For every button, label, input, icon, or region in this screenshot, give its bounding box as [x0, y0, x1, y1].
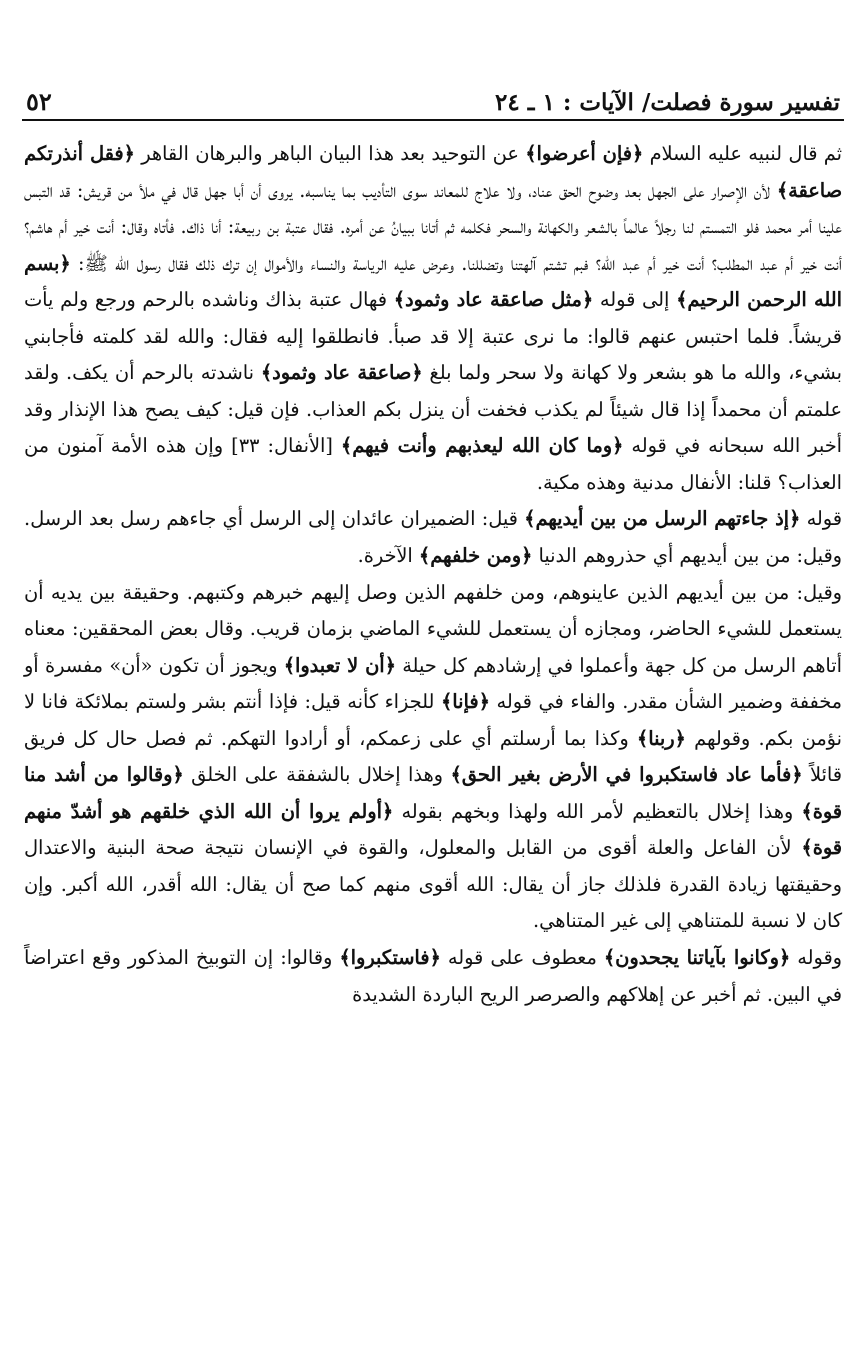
quran-quote: ﴿فأما عاد فاستكبروا في الأرض بغير الحق﴾ — [450, 763, 803, 787]
quran-quote: ﴿أن لا تعبدوا﴾ — [283, 653, 396, 677]
text-run: وقيل: من بين أيديهم الذين عاينوهم، ومن خلفهم الذين وصل إليهم خبرهم وكتبهم. وحقيقة بين يديه أن يستعمل للشيء الحاضر، ومجازه أن يستعمل للشيء الماضي بزمان قريب. وقال بعض المحققين: معناه أتاهم الرسل من كل جهة وأعملوا في إرشادهم كل حيلة — [24, 580, 843, 677]
paragraph — [24, 575, 842, 940]
quran-quote: ﴿أولم يروا أن الله الذي خلقهم هو أشدّ منهم قوة﴾ — [24, 799, 842, 860]
text-run: [الأنفال: ٣٣] وإن هذه الأمة آمنون من العذاب؟ قلنا: الأنفال مدنية وهذه مكية. — [24, 434, 842, 494]
text-run: عن التوحيد بعد هذا البيان الباهر والبرهان القاهر — [134, 142, 526, 165]
text-run: قيل: الضميران عائدان إلى الرسل أي جاءهم رسل بعد الرسل. وقيل: من بين أيديهم أي حذروهم الدنيا — [24, 507, 842, 568]
quran-quote: ﴿ربنا﴾ — [636, 726, 686, 750]
text-run: وهذا إخلال بالشفقة على الخلق — [183, 763, 451, 787]
running-title: تفسير سورة فصلت/ الآيات : ١ ـ ٢٤ — [495, 89, 840, 116]
quran-quote: ﴿وقالوا من أشد منا قوة﴾ — [24, 763, 842, 823]
text-run: ويجوز أن تكون «أن» مفسرة أو مخففة وضمير الشأن مقدر. والفاء في قوله — [24, 653, 843, 714]
page-header — [22, 82, 844, 121]
text-run: ثم قال لنبيه عليه السلام — [643, 142, 843, 165]
text-run: معطوف على قوله — [440, 946, 604, 970]
text-run: وكذا بما أرسلتم أي على زعمكم، أو أرادوا التهكم. ثم فصل حال كل فريق قائلاً — [24, 726, 843, 787]
quran-quote: ﴿فإنا﴾ — [440, 690, 490, 714]
text-run: الآخرة. — [357, 544, 419, 568]
quran-quote: ﴿وما كان الله ليعذبهم وأنت فيهم﴾ — [340, 434, 624, 458]
quran-quote: ﴿مثل صاعقة عاد وثمود﴾ — [393, 288, 594, 312]
paragraph — [24, 501, 842, 574]
text-run: وقوله — [790, 946, 842, 970]
text-run: لأن الفاعل والعلة أقوى من القابل والمعلول، والقوة في الإنسان نتيجة صحة البنية والاعتدال وحقيقتها زيادة القدرة فلذلك جاز أن يقال: الله أقوى منهم كما صح أن يقال: الله أقدر، الله أكبر. وإن كان لا نسبة للمتناهي إلى غير المتناهي. — [24, 836, 842, 933]
quran-quote: ﴿إذ جاءتهم الرسل من بين أيديهم﴾ — [524, 507, 801, 531]
text-run: ناشدته بالرحم أن يكف. ولقد علمتم أن محمداً إذا قال شيئاً لم يكذب فخفت أن ينزل بكم العذاب. فإن قيل: كيف يصح هذا الإنذار وقد أخبر الله سبحانه في قوله — [24, 361, 842, 458]
text-run: للجزاء كأنه قيل: فإذا أنتم بشر ولستم بملائكة فانا لا نؤمن بكم. وقولهم — [24, 690, 842, 750]
quran-quote: ﴿وكانوا بآياتنا يجحدون﴾ — [603, 946, 791, 970]
paragraph — [24, 136, 842, 501]
page-number: ٥٢ — [26, 87, 52, 116]
quran-quote: ﴿ومن خلفهم﴾ — [418, 544, 533, 568]
quran-quote: ﴿فاستكبروا﴾ — [339, 946, 441, 970]
quran-quote: ﴿فإن أعرضوا﴾ — [525, 142, 644, 165]
quran-quote: ﴿صاعقة عاد وثمود﴾ — [260, 361, 423, 385]
text-run: إلى قوله — [593, 288, 677, 312]
text-run: وهذا إخلال بالتعظيم لأمر الله ولهذا وبخهم بقوله — [393, 799, 802, 823]
paragraph — [24, 940, 842, 1013]
quran-quote: ﴿بسم الله الرحمن الرحيم﴾ — [24, 251, 842, 312]
text-run: وقالوا: إن التوبيخ المذكور وقع اعتراضاً في البين. ثم أخبر عن إهلاكهم والصرصر الريح الباردة الشديدة — [24, 946, 842, 1006]
body-text — [24, 136, 842, 1013]
text-run: قوله — [800, 507, 842, 531]
quran-quote: ﴿فقل أنذرتكم صاعقة﴾ — [24, 142, 842, 202]
text-run: فهال عتبة بذاك وناشده بالرحم ورجع ولم يأت قريشاً. فلما احتبس عنهم قالوا: ما نرى عتبة إلا قد صبأ. فانطلقوا إليه فقال: والله لقد كلمته فأجابني بشيء، والله ما هو بشعر ولا كهانة ولا سحر ولما بلغ — [24, 288, 843, 385]
text-run: لأن الإصرار على الجهل بعد وضوح الحق عناد، ولا علاج للمعاند سوى التأديب بما يناسبه. يروى أن أبا جهل قال في ملأ من قريش: قد التبس علينا أمر محمد فلو التمستم لنا رجلاً عالماً بالشعر والكهانة والسحر فكلمه ثم أتانا ببيانُ عن أمره. فقال عتبة بن ربيعة: أنا ذاك. فأتاه وقال: أنت خير أم هاشم؟ أنت خير أم عبد المطلب؟ أنت خير أم عبد الله؟ فبم تشتم آلهتنا وتضللنا. وعرض عليه الرياسة والنساء والأموال إن ترك ذلك فقال رسول الله ﷺ: — [24, 178, 842, 275]
